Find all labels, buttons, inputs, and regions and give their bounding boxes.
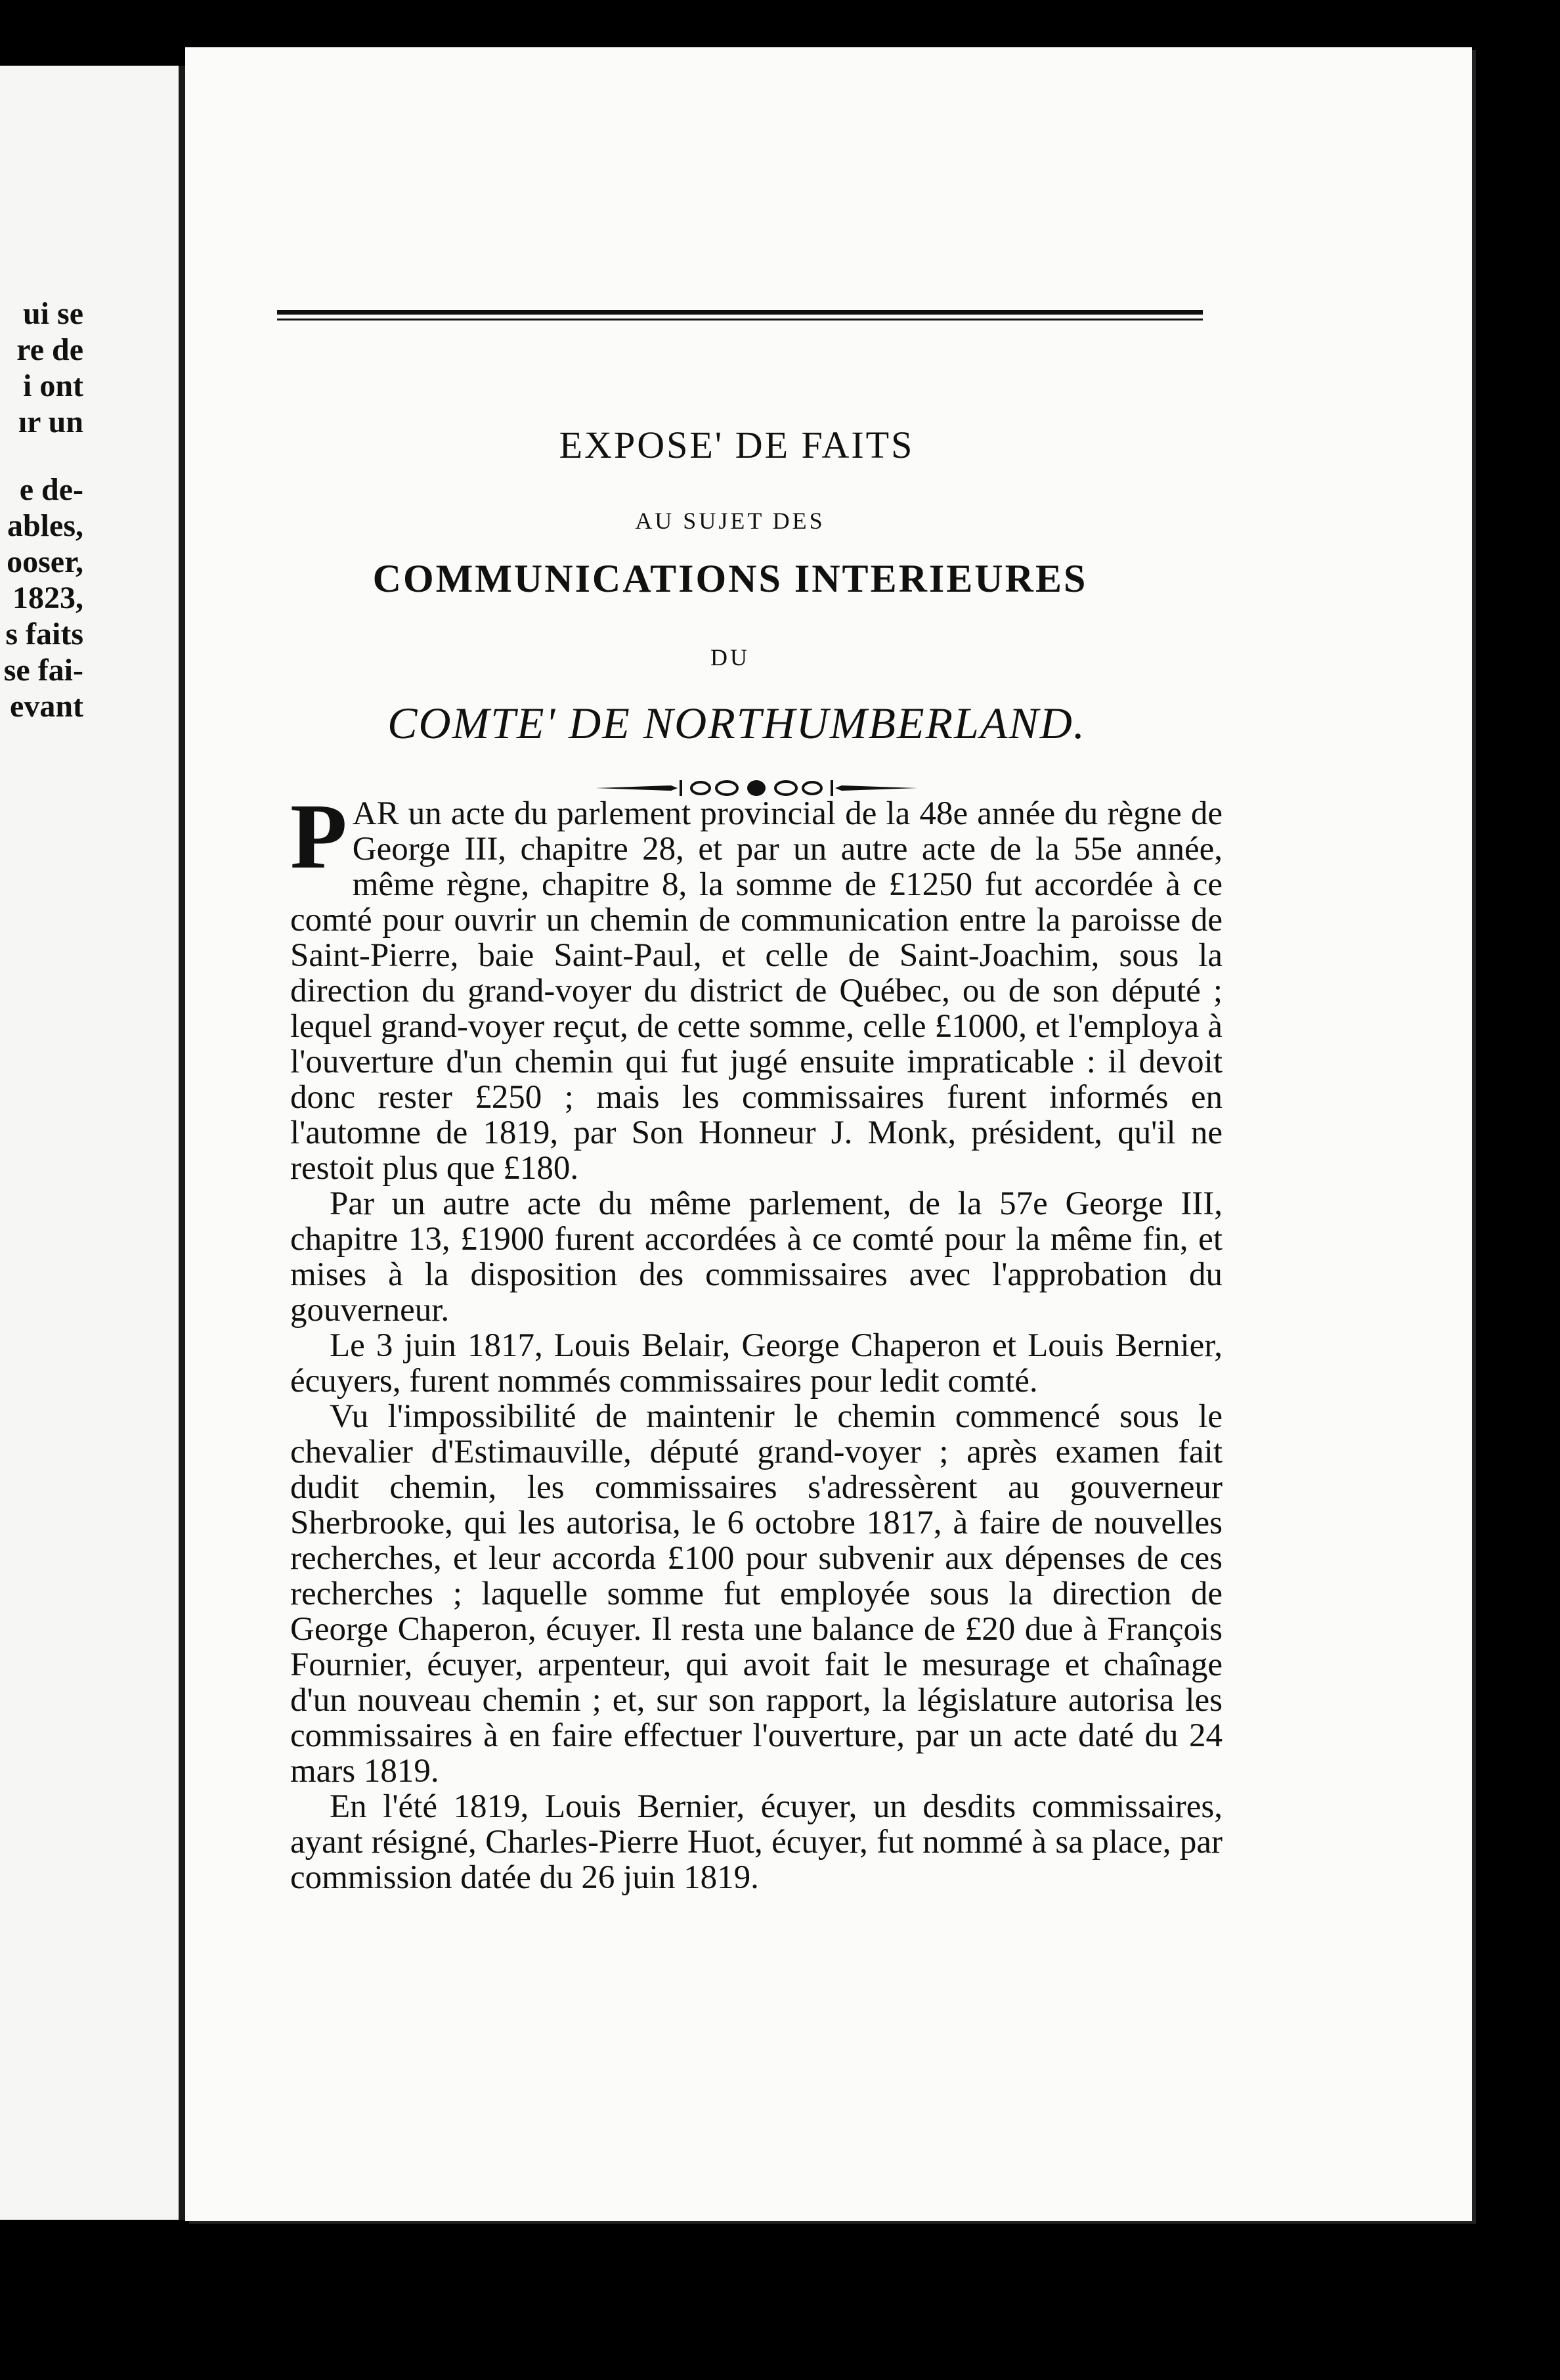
page-gutter (179, 66, 185, 2220)
subtitle: DU (710, 644, 750, 671)
facing-line: ui se (22, 296, 83, 331)
header-rule-thin (277, 319, 1203, 320)
facing-line: ır un (18, 405, 83, 439)
document-title: EXPOSE' DE FAITS (559, 424, 915, 466)
facing-line: se fai- (3, 653, 83, 688)
subtitle: AU SUJET DES (635, 508, 825, 534)
facing-line: evant (10, 689, 83, 724)
paragraph-text: AR un acte du parlement provincial de la 48e année du règne de George III, chapitre 28, et par un autre acte de la 55e année, même règne, chapitre 8, la somme de £1250 fut accordée à ce comté pour ouvrir un chemin de communication entre la paroisse de Saint-Pierre, baie Saint-Paul, et celle de Saint-Joachim, sous la direction du grand-voyer du district de Québec, ou de son député ; lequel grand-voyer reçut, de cette somme, celle £1000, et l'employa à l'ouverture d'un chemin qui fut jugé ensuite impraticable : il devoit donc rester £250 ; mais les commissaires furent informés en l'automne de 1819, par Son Honneur J. Monk, président, qu'il ne restoit plus que £180. (290, 795, 1223, 1187)
body-text (290, 784, 1223, 1896)
paragraph: Le 3 juin 1817, Louis Belair, George Chaperon et Louis Bernier, écuyers, furent nommés commissaires pour ledit comté. (290, 1327, 1223, 1399)
facing-page-text (0, 66, 83, 2220)
facing-line: re de (16, 332, 83, 367)
facing-line: s faits (5, 617, 83, 651)
main-title: COMMUNICATIONS INTERIEURES (372, 557, 1088, 600)
facing-line: e de- (19, 472, 83, 507)
header-rule (277, 310, 1203, 315)
document-page (185, 47, 1472, 2221)
paragraph: En l'été 1819, Louis Bernier, écuyer, un desdits commissaires, ayant résigné, Charles-Pierre Huot, écuyer, fut nommé à sa place, par commission datée du 26 juin 1819. (290, 1788, 1223, 1896)
county-title: COMTE' DE NORTHUMBERLAND. (387, 698, 1086, 748)
facing-line: ooser, (7, 544, 83, 579)
facing-line: ables, (7, 508, 83, 543)
facing-page (0, 66, 205, 2220)
paragraph: Vu l'impossibilité de maintenir le chemin commencé sous le chevalier d'Estimauville, député grand-voyer ; après examen fait dudit chemin, les commissaires s'adressèrent au gouverneur Sherbrooke, qui les autorisa, le 6 octobre 1817, à faire de nouvelles recherches, et leur accorda £100 pour subvenir aux dépenses de ces recherches ; laquelle somme fut employée sous la direction de George Chaperon, écuyer. Il resta une balance de £20 due à François Fournier, écuyer, arpenteur, qui avoit fait le mesurage et chaînage d'un nouveau chemin ; et, sur son rapport, la législature autorisa les commissaires à en faire effectuer l'ouverture, par un acte daté du 24 mars 1819. (290, 1398, 1223, 1790)
paragraph: Par un autre acte du même parlement, de la 57e George III, chapitre 13, £1900 furent accordées à ce comté pour la même fin, et mises à la disposition des commissaires avec l'approbation du gouverneur. (290, 1185, 1223, 1329)
facing-line: 1823, (12, 581, 83, 615)
facing-line: i ont (22, 368, 83, 403)
paragraph (290, 784, 1223, 1187)
drop-cap: P (290, 784, 347, 888)
